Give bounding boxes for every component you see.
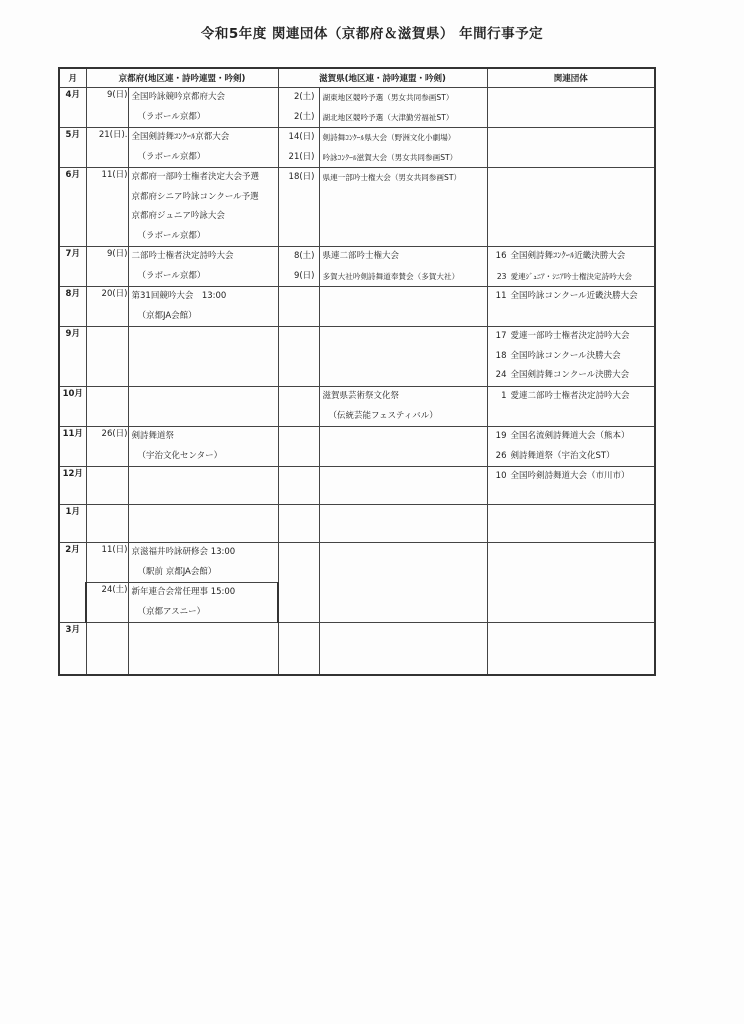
event-day: 26 — [495, 450, 507, 461]
shiga-events — [319, 505, 487, 543]
venue-line: （駅前 京都JA会館） — [137, 566, 217, 577]
venue-line: （京都アスニー） — [137, 606, 206, 617]
related-event — [488, 366, 655, 386]
related-events — [487, 623, 655, 675]
related-events — [487, 327, 655, 387]
event-line: 二部吟士権者決定詩吟大会 — [131, 251, 234, 261]
row-march — [59, 623, 655, 675]
shiga-events — [319, 623, 487, 675]
shiga-date: 18(日) — [288, 172, 315, 182]
shiga-dates — [278, 247, 319, 287]
event-line: 京都府一部吟士権者決定大会予選 — [131, 172, 260, 182]
event-line: 京都府ジュニア吟詠大会 — [131, 211, 225, 221]
related-event — [488, 287, 655, 307]
event-day: 23 — [496, 271, 507, 281]
shiga-dates — [278, 467, 319, 505]
kyoto-date: 20(日) — [86, 287, 128, 327]
venue-line: （京都JA会館） — [137, 310, 197, 321]
related-events — [487, 543, 655, 623]
event-text: 愛連ｼﾞｭﾆｱ・ｼﾆｱ吟士権決定詩吟大会 — [510, 271, 632, 281]
kyoto-events — [128, 327, 278, 387]
kyoto-date: 24(土) — [86, 583, 128, 623]
shiga-events — [319, 467, 487, 505]
header-related: 関連団体 — [487, 68, 655, 88]
month-cell: 8月 — [59, 287, 86, 327]
row-october — [59, 387, 655, 427]
kyoto-date: 9(日) — [86, 88, 128, 128]
event-day: 1 — [501, 391, 507, 401]
shiga-date: 14(日) — [288, 132, 315, 142]
shiga-events — [319, 287, 487, 327]
row-august — [59, 287, 655, 327]
kyoto-events — [128, 88, 278, 128]
month-cell: 5月 — [59, 128, 86, 168]
related-events — [487, 505, 655, 543]
shiga-events — [319, 427, 487, 467]
month-cell: 12月 — [59, 467, 86, 505]
row-september — [59, 327, 655, 387]
kyoto-date: 9(日) — [86, 247, 128, 287]
kyoto-events — [128, 247, 278, 287]
month-cell: 7月 — [59, 247, 86, 287]
related-event — [488, 247, 655, 267]
related-event — [488, 387, 655, 407]
related-event — [488, 467, 655, 487]
month-cell: 9月 — [59, 327, 86, 387]
row-july — [59, 247, 655, 287]
related-events — [487, 88, 655, 128]
shiga-dates — [278, 505, 319, 543]
row-june — [59, 168, 655, 247]
month-cell: 4月 — [59, 88, 86, 128]
related-events — [487, 387, 655, 427]
header-kyoto: 京都府(地区連・詩吟連盟・吟剣) — [86, 68, 278, 88]
event-line: 湖東地区競吟予選（男女共同参画ST） — [322, 93, 454, 102]
kyoto-events — [128, 467, 278, 505]
month-cell: 6月 — [59, 168, 86, 247]
shiga-dates — [278, 327, 319, 387]
venue-line: （ラボール京都） — [137, 230, 206, 241]
shiga-events — [319, 88, 487, 128]
event-day: 11 — [495, 291, 507, 301]
row-february-1 — [59, 543, 655, 583]
shiga-dates — [278, 427, 319, 467]
shiga-dates — [278, 387, 319, 427]
event-day: 10 — [495, 471, 507, 481]
event-line: 京都府シニア吟詠コンクール予選 — [131, 191, 259, 202]
kyoto-events — [128, 583, 278, 623]
kyoto-events — [128, 543, 278, 583]
event-day: 17 — [495, 331, 507, 341]
shiga-events — [319, 128, 487, 168]
event-text: 愛連一部吟士権者決定詩吟大会 — [510, 331, 630, 341]
event-line: 新年連合会常任理事 15:00 — [131, 587, 236, 597]
related-events — [487, 287, 655, 327]
kyoto-date: 11(日) — [86, 168, 128, 247]
header-row — [59, 68, 655, 88]
shiga-dates — [278, 88, 319, 128]
shiga-dates — [278, 128, 319, 168]
event-line: 全国剣詩舞ｺﾝｸｰﾙ京都大会 — [131, 132, 230, 142]
venue-line: （ラボール京都） — [137, 270, 206, 281]
event-line: 剣詩舞道祭 — [131, 431, 175, 441]
event-line: 県連一部吟士権大会（男女共同参画ST） — [322, 173, 462, 182]
shiga-dates — [278, 543, 319, 623]
row-april — [59, 88, 655, 128]
event-day: 19 — [495, 431, 507, 441]
event-line: 京滋福井吟詠研修会 13:00 — [131, 547, 236, 557]
shiga-events — [319, 387, 487, 427]
related-event — [488, 327, 655, 347]
kyoto-date — [86, 467, 128, 505]
event-text: 全国剣詩舞コンクール決勝大会 — [510, 370, 630, 380]
event-text: 剣詩舞道祭（宇治文化ST） — [510, 450, 615, 461]
kyoto-events — [128, 623, 278, 675]
event-day: 18 — [495, 350, 507, 361]
kyoto-date — [86, 387, 128, 427]
related-events — [487, 168, 655, 247]
related-events — [487, 247, 655, 287]
kyoto-events — [128, 505, 278, 543]
annual-schedule-table — [58, 67, 656, 676]
venue-line: （ラボール京都） — [137, 151, 206, 162]
related-event — [488, 427, 655, 447]
related-events — [487, 467, 655, 505]
kyoto-date: 26(日) — [86, 427, 128, 467]
related-event — [488, 347, 655, 367]
event-line: 滋賀県芸術祭文化祭 — [322, 391, 400, 401]
venue-line: （伝統芸能フェスティバル） — [328, 410, 438, 421]
event-line: 第31回競吟大会 13:00 — [131, 291, 227, 301]
shiga-date: 9(日) — [293, 270, 315, 281]
kyoto-date — [86, 505, 128, 543]
row-may — [59, 128, 655, 168]
shiga-date: 8(土) — [293, 251, 315, 261]
kyoto-date — [86, 327, 128, 387]
event-line: 多賀大社吟剣詩舞道奉賛会（多賀大社） — [322, 271, 460, 281]
event-day: 24 — [495, 370, 507, 380]
shiga-events — [319, 168, 487, 247]
event-text: 全国名流剣詩舞道大会（熊本） — [510, 431, 630, 441]
kyoto-date — [86, 623, 128, 675]
shiga-date: 2(土) — [293, 111, 315, 122]
event-line: 湖北地区競吟予選（大津勤労福祉ST） — [322, 112, 454, 122]
kyoto-events — [128, 287, 278, 327]
related-event — [488, 267, 655, 287]
shiga-date: 2(土) — [293, 92, 315, 102]
event-line: 全国吟詠競吟京都府大会 — [131, 92, 226, 102]
shiga-events — [319, 247, 487, 287]
event-text: 全国剣詩舞ｺﾝｸｰﾙ近畿決勝大会 — [510, 251, 626, 261]
month-cell: 1月 — [59, 505, 86, 543]
event-line: 吟詠ｺﾝｸｰﾙ滋賀大会（男女共同参画ST） — [322, 152, 458, 162]
event-line: 剣詩舞ｺﾝｸｰﾙ県大会（野洲文化小劇場） — [322, 133, 456, 142]
month-cell: 3月 — [59, 623, 86, 675]
shiga-dates — [278, 623, 319, 675]
event-text: 全国吟剣詩舞道大会（市川市） — [510, 471, 630, 481]
event-line: 県連二部吟士権大会 — [322, 251, 400, 261]
shiga-events — [319, 543, 487, 623]
kyoto-date: 21(日). — [86, 128, 128, 168]
row-december — [59, 467, 655, 505]
row-november — [59, 427, 655, 467]
shiga-events — [319, 327, 487, 387]
event-text: 全国吟詠コンクール近畿決勝大会 — [510, 291, 638, 301]
related-events — [487, 427, 655, 467]
event-text: 全国吟詠コンクール決勝大会 — [510, 350, 621, 361]
related-event — [488, 447, 655, 467]
venue-line: （ラボール京都） — [137, 111, 206, 122]
row-january — [59, 505, 655, 543]
header-shiga: 滋賀県(地区連・詩吟連盟・吟剣) — [278, 68, 487, 88]
kyoto-events — [128, 128, 278, 168]
venue-line: （宇治文化センター） — [137, 450, 223, 461]
kyoto-date: 11(日) — [86, 543, 128, 583]
shiga-date: 21(日) — [288, 151, 315, 162]
kyoto-events — [128, 387, 278, 427]
month-cell: 10月 — [59, 387, 86, 427]
document-title: 令和5年度 関連団体（京都府＆滋賀県） 年間行事予定 — [200, 26, 544, 42]
month-cell: 2月 — [59, 543, 86, 623]
header-month: 月 — [59, 68, 86, 88]
event-text: 愛連二部吟士権者決定詩吟大会 — [510, 391, 630, 401]
month-cell: 11月 — [59, 427, 86, 467]
related-events — [487, 128, 655, 168]
shiga-dates — [278, 168, 319, 247]
shiga-dates — [278, 287, 319, 327]
kyoto-events — [128, 427, 278, 467]
event-day: 16 — [495, 251, 507, 261]
kyoto-events — [128, 168, 278, 247]
